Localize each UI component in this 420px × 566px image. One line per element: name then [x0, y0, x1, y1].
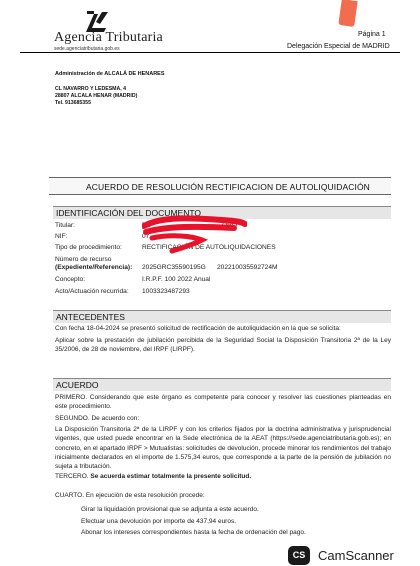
cuarto-item: Girar la liquidación provisional que se adjunta a este acuerdo.	[81, 506, 259, 513]
tercero-bold: Se acuerda estimar totalmente la presente solicitud.	[90, 473, 252, 480]
camscanner-logo-icon: CS	[288, 546, 310, 565]
redaction-scribble	[142, 214, 247, 254]
titular-value-end: ORO	[222, 222, 238, 229]
concept-value: I.R.P.F. 100 2022 Anual	[142, 276, 211, 283]
brand-url: sede.agenciatributaria.gob.es	[54, 46, 120, 52]
cuarto-item: Abonar los intereses correspondientes hasta la fecha de ordenación del pago.	[81, 529, 306, 536]
address-line: CL NAVARRO Y LEDESMA, 4	[55, 86, 127, 92]
titular-value-start: BL	[142, 222, 151, 229]
acuerdo-primero: PRIMERO. Considerando que este órgano es competente para conocer y resolver las cuestiones planteadas en este procedimiento.	[55, 394, 391, 411]
tercero-prefix: TERCERO.	[55, 473, 91, 480]
acuerdo-tercero	[55, 472, 391, 481]
nif-label: NIF:	[55, 233, 68, 240]
address-line: Tel. 913685355	[55, 100, 91, 106]
concept-label: Concepto:	[55, 276, 86, 283]
nif-value: 07	[142, 233, 150, 240]
delegation: Delegación Especial de MADRID	[287, 43, 390, 50]
titular-label: Titular:	[55, 222, 75, 229]
antecedentes-paragraph: Aplicar sobre la prestación de jubilación percibida de la Seguridad Social la Disposición Transitoria 2ª de la Ley 35/2006, de 28 de noviembre, del IRPF (LIRPF).	[55, 337, 391, 354]
address-line: 28807 ALCALA HENAR (MADRID)	[55, 93, 138, 99]
page-number: Página 1	[358, 31, 386, 38]
acuerdo-segundo: SEGUNDO. De acuerdo con:	[55, 415, 140, 422]
antecedentes-paragraph: Con fecha 18-04-2024 se presentó solicitud de rectificación de autoliquidación en la que se solicita:	[55, 325, 341, 332]
acuerdo-segundo-text: La Disposición Transitoria 2ª de la LIRPF y con los criterios fijados por la doctrina administrativa y jurisprudencial vigentes, que usted puede encontrar en la Sede electrónica de la AEAT (https://sede.agenciatributaria.gob.es); en concreto, en el apartado IRPF > Mutualistas: solicitudes de devolución, procede minorar los rendimientos del trabajo inicialmente declarados en el importe de 1.575,34 euros, que corresponde a la parte de la pensión de jubilación no sujeta a tributación.	[55, 426, 391, 471]
procedure-label: Tipo de procedimiento:	[55, 244, 122, 251]
cuarto-item: Efectuar una devolución por importe de 437,94 euros.	[81, 518, 237, 525]
recurso-value-2: 202210035592724M	[217, 264, 278, 271]
recurso-label: Número de recurso	[55, 256, 112, 263]
camscanner-text: CamScanner	[318, 548, 394, 563]
header-rule	[20, 52, 400, 53]
acuerdo-cuarto: CUARTO. En ejecución de esta resolución procede:	[55, 492, 205, 499]
recurso-value-1: 2025GRC35590195G	[142, 264, 206, 271]
identification-heading: IDENTIFICACIÓN DEL DOCUMENTO	[53, 206, 391, 219]
brand-name: Agencia Tributaria	[54, 30, 163, 45]
procedure-value: RECTIFICACIÓN DE AUTOLIQUIDACIONES	[142, 244, 276, 251]
administration-name: Administración de ALCALÁ DE HENARES	[55, 71, 165, 77]
recurso-label-ref: (Expediente/Referencia):	[55, 264, 133, 271]
document-title: ACUERDO DE RESOLUCIÓN RECTIFICACION DE AUTOLIQUIDACIÓN	[86, 182, 370, 192]
act-label: Acto/Actuación recurrida:	[55, 288, 129, 295]
acuerdo-heading: ACUERDO	[53, 378, 391, 391]
pencil-tip	[338, 0, 357, 27]
antecedentes-heading: ANTECEDENTES	[53, 310, 391, 323]
act-value: 1003323487293	[142, 288, 190, 295]
